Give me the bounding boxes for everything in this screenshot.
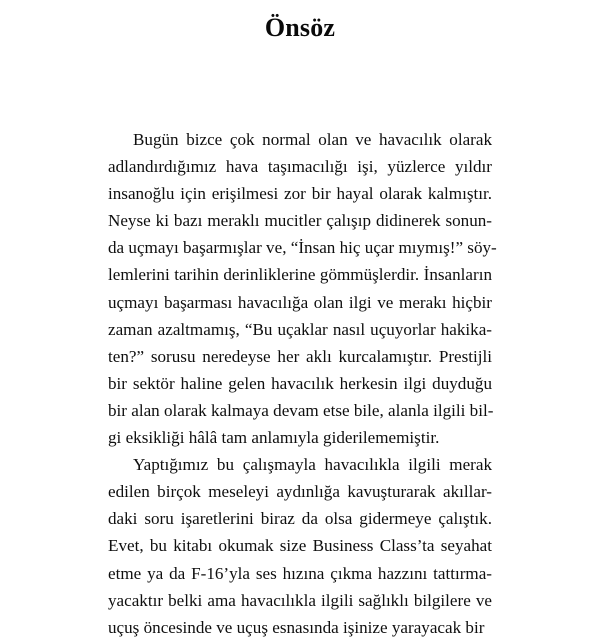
paragraph-1 <box>108 126 497 451</box>
text-line: daki soru işaretlerini biraz da olsa gidermeye çalıştık. <box>108 509 492 529</box>
text-line: adlandırdığımız hava taşımacılığı işi, yüzlerce yıldır <box>108 157 492 177</box>
text-line: zaman azaltmamış, “Bu uçaklar nasıl uçuyorlar hakika- <box>108 319 492 339</box>
text-line: lemlerini tarihin derinliklerine gömmüşlerdir. İnsanların <box>108 265 492 285</box>
text-line: ten?” sorusu neredeyse her aklı kurcalamıştır. Prestijli <box>108 346 492 366</box>
text-line: edilen birçok meseleyi aydınlığa kavuşturarak akıllar- <box>108 482 492 502</box>
text-line: yacaktır belki ama havacılıkla ilgili sağlıklı bilgilere ve <box>108 590 492 610</box>
text-line: gi eksikliği hâlâ tam anlamıyla giderilememiştir. <box>108 428 440 448</box>
body-text-block <box>108 126 497 641</box>
line-text: Bugün bizce çok normal olan ve havacılık olarak <box>133 130 492 149</box>
text-line: Evet, bu kitabı okumak size Business Class’ta seyahat <box>108 536 492 556</box>
text-line: da uçmayı başarmışlar ve, “İnsan hiç uçar mıymış!” söy- <box>108 238 497 258</box>
text-line: bir sektör haline gelen havacılık herkesin ilgi duyduğu <box>108 373 492 393</box>
paragraph-2 <box>108 451 492 641</box>
text-line: uçuş öncesinde ve uçuş esnasında işinize yarayacak bir <box>108 617 485 637</box>
text-line: insanoğlu için erişilmesi zor bir hayal olarak kalmıştır. <box>108 184 492 204</box>
text-line <box>108 451 492 478</box>
text-line: etme ya da F-16’yla ses hızına çıkma hazzını tattırma- <box>108 563 492 583</box>
line-text: Yaptığımız bu çalışmayla havacılıkla ilgili merak <box>133 455 492 475</box>
text-line: bir alan olarak kalmaya devam etse bile, alanla ilgili bil- <box>108 400 494 420</box>
page-title: Önsöz <box>264 13 336 42</box>
text-line: uçmayı başarması havacılığa olan ilgi ve merakı hiçbir <box>108 292 492 312</box>
text-line: Neyse ki bazı meraklı mucitler çalışıp didinerek sonun- <box>108 211 492 231</box>
text-line <box>108 126 492 153</box>
